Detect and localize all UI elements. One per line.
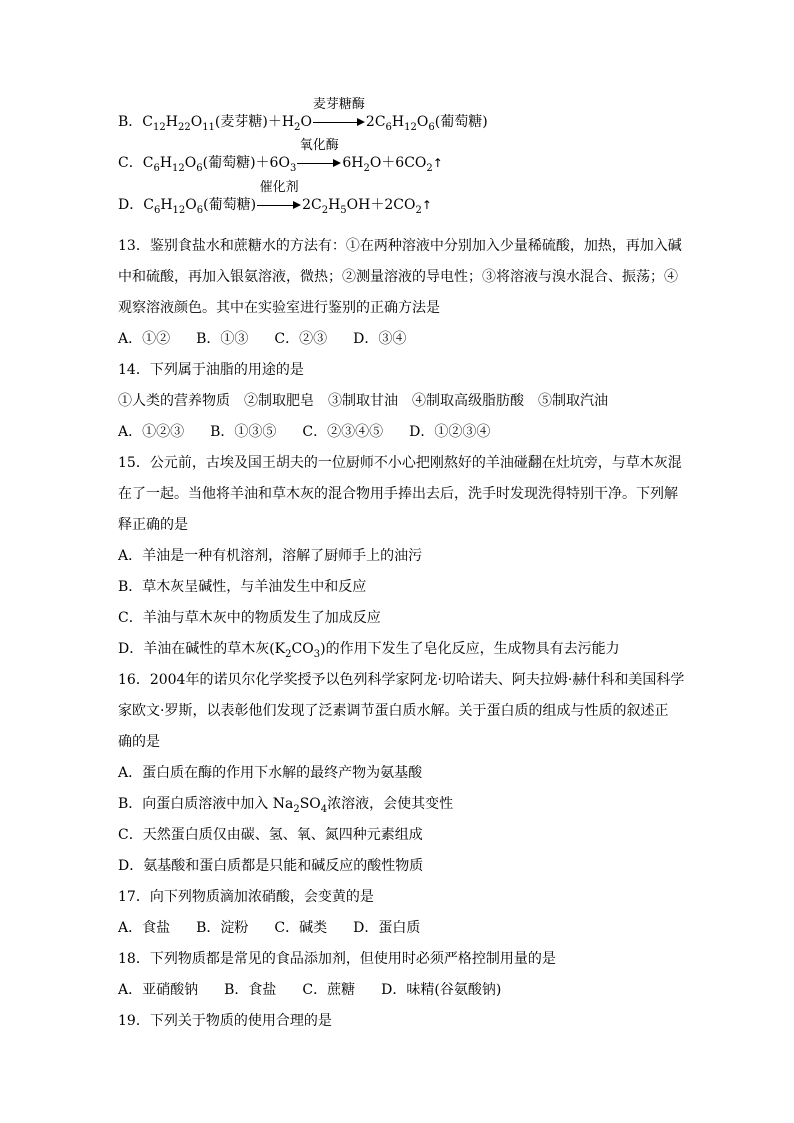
question-15-option-b: B．草木灰呈碱性，与羊油发生中和反应 xyxy=(118,579,367,595)
equation-d: D．$C_6H_{12}O_6$(葡萄糖) 催化剂 $2C_2H_5OH+2CO_2↑$ xyxy=(118,180,432,216)
reaction-condition: 氧化酶 xyxy=(299,138,339,153)
equation-b: B．$C_{12}H_{22}O_{11}$(麦芽糖)$+H_2O$ 麦芽糖酶 $2C_6H_{12}O_6$(葡萄糖) xyxy=(118,97,488,133)
question-14-line-1: 14．下列属于油脂的用途的是 xyxy=(118,362,304,378)
reaction-arrow xyxy=(312,97,365,130)
option-d: D．③④ xyxy=(353,331,407,347)
question-15-line-3: 释正确的是 xyxy=(118,517,188,533)
question-13-line-1: 13．鉴别食盐水和蔗糖水的方法有：①在两种溶液中分别加入少量稀硫酸，加热，再加入碱 xyxy=(118,238,682,254)
equation-c: C．$C_6H_{12}O_6$(葡萄糖)$+6O_3$ 氧化酶 $6H_2O+6CO_2↑$ xyxy=(118,138,443,174)
reaction-condition: 催化剂 xyxy=(259,180,299,195)
option-c: C．②③④⑤ xyxy=(302,424,384,440)
option-b: B．①③⑤ xyxy=(210,424,277,440)
question-16-line-1: 16．2004年的诺贝尔化学奖授予以色列科学家阿龙·切哈诺夫、阿夫拉姆·赫什科和美国科学 xyxy=(118,672,685,688)
option-d: D．蛋白质 xyxy=(353,920,421,936)
question-15-option-a: A．羊油是一种有机溶剂，溶解了厨师手上的油污 xyxy=(118,548,423,564)
question-13-line-3: 观察溶液颜色。其中在实验室进行鉴别的正确方法是 xyxy=(118,300,440,316)
question-18-line-1: 18．下列物质都是常见的食品添加剂，但使用时必须严格控制用量的是 xyxy=(118,951,556,967)
option-a: A．食盐 xyxy=(118,920,171,936)
reaction-arrow xyxy=(257,180,301,213)
option-b: B．食盐 xyxy=(224,982,277,998)
question-13-options xyxy=(118,329,432,349)
question-15-option-d: D．羊油在碱性的草木灰$(K_2CO_3)$的作用下发生了皂化反应，生成物具有去污能力 xyxy=(118,641,620,660)
option-c: C．蔗糖 xyxy=(302,982,356,998)
option-d: D．味精(谷氨酸钠) xyxy=(381,982,502,998)
reaction-arrow xyxy=(297,138,341,171)
gas-arrow-icon: ↑ xyxy=(432,156,443,170)
question-16-option-b: B．向蛋白质溶液中加入 $Na_2SO_4$浓溶液，会使其变性 xyxy=(118,796,454,815)
question-16-line-3: 确的是 xyxy=(118,734,160,750)
question-16-option-d: D．氨基酸和蛋白质都是只能和碱反应的酸性物质 xyxy=(118,858,424,874)
option-a: A．①② xyxy=(118,331,171,347)
question-17-line-1: 17．向下列物质滴加浓硝酸，会变黄的是 xyxy=(118,889,374,905)
question-18-options xyxy=(118,980,527,1000)
question-16-option-a: A．蛋白质在酶的作用下水解的最终产物为氨基酸 xyxy=(118,765,423,781)
reaction-condition: 麦芽糖酶 xyxy=(312,97,365,112)
question-15-line-1: 15．公元前，古埃及国王胡夫的一位厨师不小心把刚熬好的羊油碰翻在灶坑旁，与草木灰混 xyxy=(118,455,682,471)
option-b: B．淀粉 xyxy=(196,920,249,936)
option-a: A．①②③ xyxy=(118,424,185,440)
question-17-options xyxy=(118,918,446,938)
option-c: C．碱类 xyxy=(274,920,328,936)
gas-arrow-icon: ↑ xyxy=(421,198,432,212)
question-14-line-2: ①人类的营养物质 ②制取肥皂 ③制取甘油 ④制取高级脂肪酸 ⑤制取汽油 xyxy=(118,393,608,409)
question-14-options xyxy=(118,422,516,442)
question-16-option-c: C．天然蛋白质仅由碳、氢、氧、氮四种元素组成 xyxy=(118,827,423,843)
question-15-option-c: C．羊油与草木灰中的物质发生了加成反应 xyxy=(118,610,381,626)
option-d: D．①②③④ xyxy=(409,424,491,440)
option-c: C．②③ xyxy=(274,331,328,347)
option-b: B．①③ xyxy=(196,331,249,347)
question-16-line-2: 家欧文·罗斯，以表彰他们发现了泛素调节蛋白质水解。关于蛋白质的组成与性质的叙述正 xyxy=(118,703,669,719)
question-13-line-2: 中和硫酸，再加入银氨溶液，微热；②测量溶液的导电性；③将溶液与溴水混合、振荡；④ xyxy=(118,269,678,285)
question-15-line-2: 在了一起。当他将羊油和草木灰的混合物用手捧出去后，洗手时发现洗得特别干净。下列解 xyxy=(118,486,678,502)
option-a: A．亚硝酸钠 xyxy=(118,982,199,998)
question-19-line-1: 19．下列关于物质的使用合理的是 xyxy=(118,1013,332,1029)
